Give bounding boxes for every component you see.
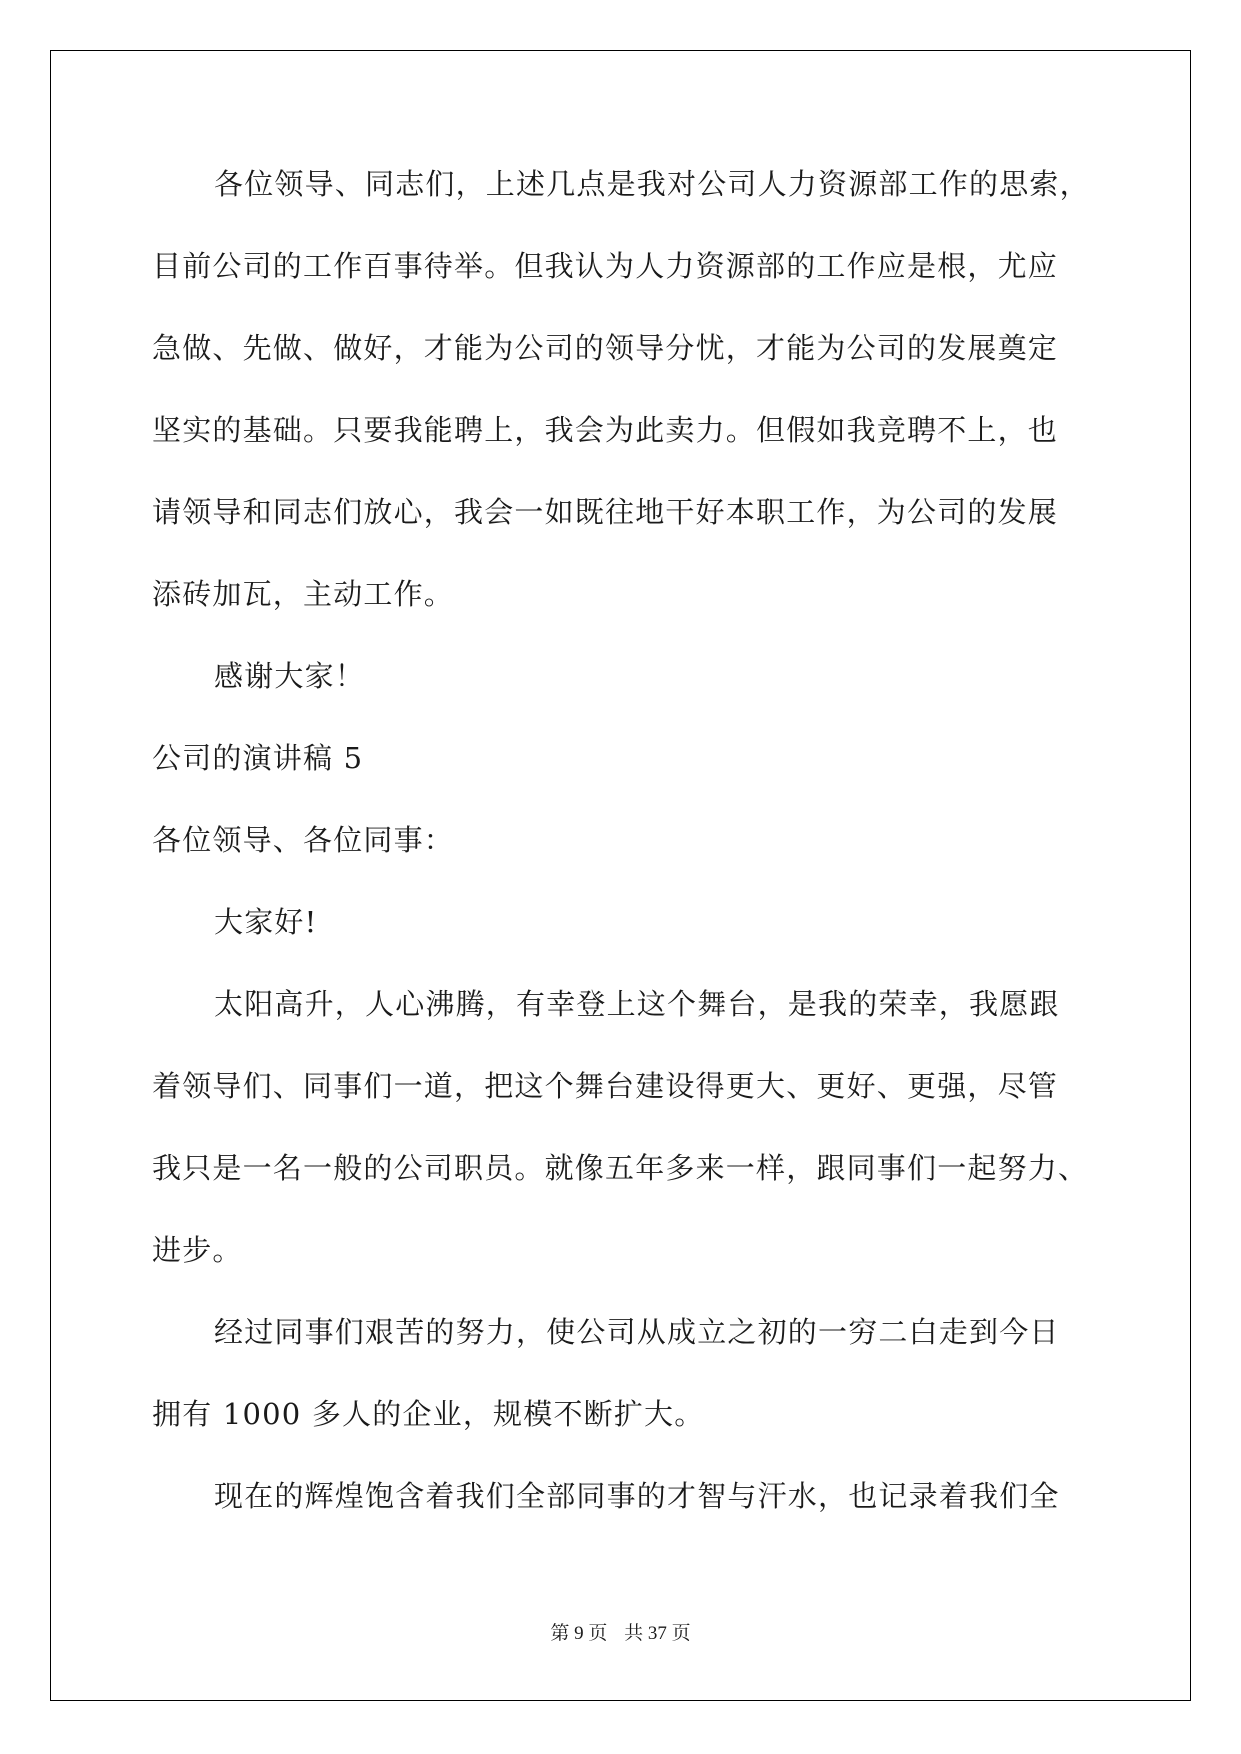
text-line: 急做、先做、做好，才能为公司的领导分忧，才能为公司的发展奠定 xyxy=(152,331,1059,365)
text-line: 现在的辉煌饱含着我们全部同事的才智与汗水，也记录着我们全 xyxy=(214,1479,1060,1513)
text-line: 拥有 1000 多人的企业，规模不断扩大。 xyxy=(152,1397,705,1431)
text-line: 各位领导、同志们，上述几点是我对公司人力资源部工作的思索， xyxy=(214,167,1090,201)
text-line: 各位领导、各位同事： xyxy=(152,823,455,857)
current-page-number: 第 9 页 xyxy=(550,1623,608,1644)
page-footer xyxy=(0,1618,1241,1645)
document-body xyxy=(152,164,1112,1558)
text-line: 进步。 xyxy=(152,1233,243,1267)
text-line: 经过同事们艰苦的努力，使公司从成立之初的一穷二白走到今日 xyxy=(214,1315,1060,1349)
text-line: 我只是一名一般的公司职员。就像五年多来一样，跟同事们一起努力、 xyxy=(152,1151,1089,1185)
total-page-count: 共 37 页 xyxy=(624,1623,691,1644)
text-line: 添砖加瓦，主动工作。 xyxy=(152,577,455,611)
text-line: 着领导们、同事们一道，把这个舞台建设得更大、更好、更强，尽管 xyxy=(152,1069,1059,1103)
text-line: 大家好! xyxy=(214,905,318,939)
text-line: 目前公司的工作百事待举。但我认为人力资源部的工作应是根，尤应 xyxy=(152,249,1059,283)
text-line: 太阳高升，人心沸腾，有幸登上这个舞台，是我的荣幸，我愿跟 xyxy=(214,987,1060,1021)
text-line: 感谢大家！ xyxy=(214,659,366,693)
text-line: 公司的演讲稿 5 xyxy=(152,741,364,775)
text-line: 请领导和同志们放心，我会一如既往地干好本职工作，为公司的发展 xyxy=(152,495,1059,529)
text-line: 坚实的基础。只要我能聘上，我会为此卖力。但假如我竞聘不上，也 xyxy=(152,413,1059,447)
